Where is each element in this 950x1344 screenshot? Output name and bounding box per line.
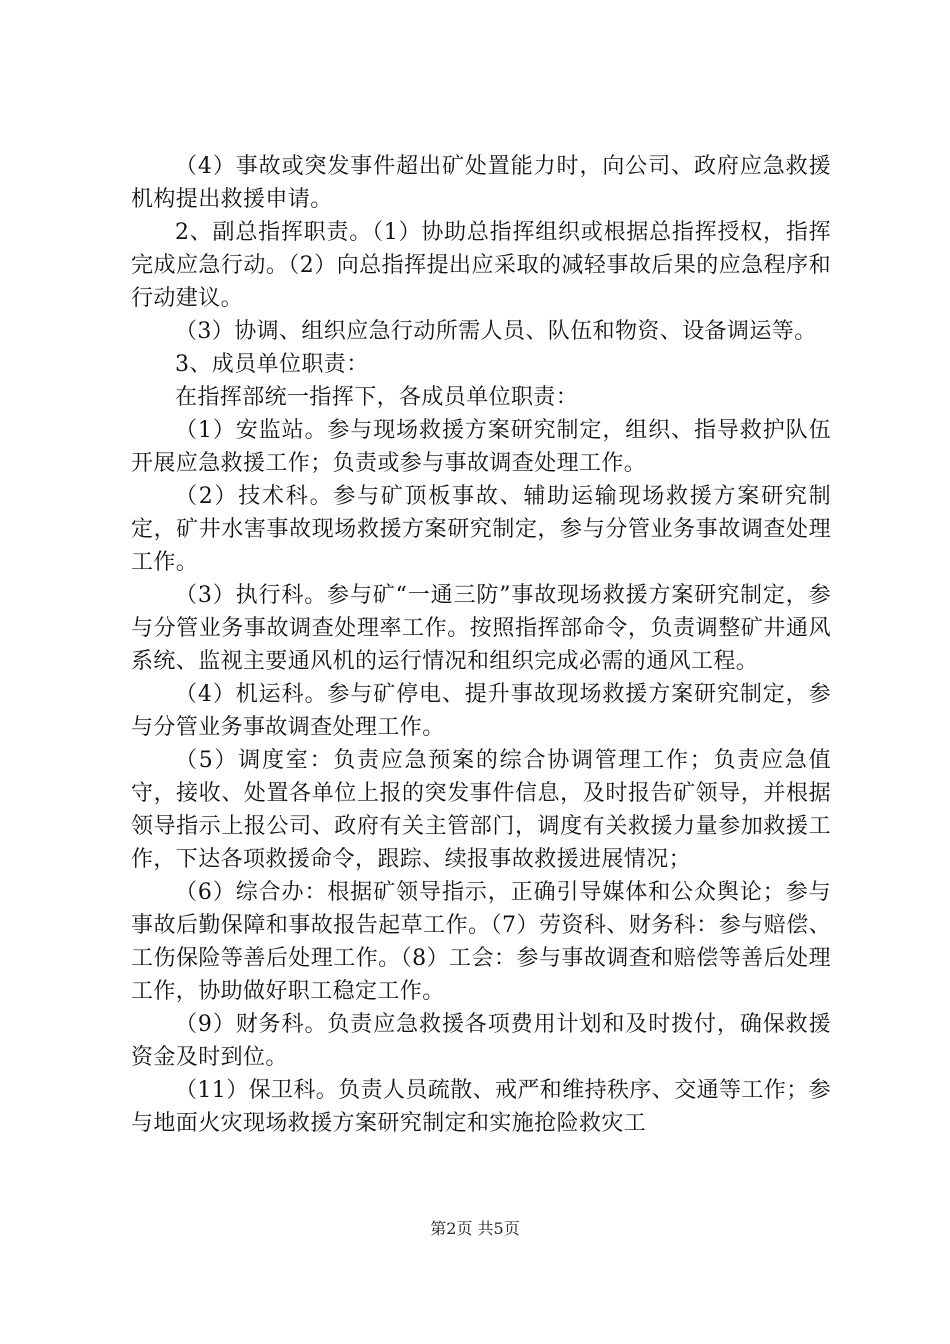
- paragraph-4: 3、成员单位职责：: [175, 352, 369, 377]
- paragraph-12: （9）财务科。负责应急救援各项费用计划和及时拨付，确保救援资金及时到位。: [131, 1012, 831, 1070]
- paragraph-5: 在指挥部统一指挥下，各成员单位职责：: [175, 385, 579, 410]
- paragraph-8: （3）执行科。参与矿“一通三防”事故现场救援方案研究制定，参与分管业务事故调查处理率工作。按照指挥部命令，负责调整矿井通风系统、监视主要通风机的运行情况和组织完成必需的通风工程。: [131, 583, 831, 674]
- paragraph-3: （3）协调、组织应急行动所需人员、队伍和物资、设备调运等。: [175, 319, 817, 344]
- paragraph-10: （5）调度室：负责应急预案的综合协调管理工作；负责应急值守，接收、处置各单位上报的突发事件信息，及时报告矿领导，并根据领导指示上报公司、政府有关主管部门，调度有关救援力量参加救援工作，下达各项救援命令，跟踪、续报事故救援进展情况；: [131, 748, 831, 872]
- paragraph-6: （1）安监站。参与现场救援方案研究制定，组织、指导救护队伍开展应急救援工作；负责或参与事故调查处理工作。: [131, 418, 831, 476]
- paragraph-11: （6）综合办：根据矿领导指示，正确引导媒体和公众舆论；参与事故后勤保障和事故报告起草工作。（7）劳资科、财务科：参与赔偿、工伤保险等善后处理工作。（8）工会：参与事故调查和赔偿等善后处理工作，协助做好职工稳定工作。: [131, 880, 831, 1004]
- paragraph-7: （2）技术科。参与矿顶板事故、辅助运输现场救援方案研究制定，矿井水害事故现场救援方案研究制定，参与分管业务事故调查处理工作。: [131, 484, 831, 575]
- paragraph-9: （4）机运科。参与矿停电、提升事故现场救援方案研究制定，参与分管业务事故调查处理工作。: [131, 682, 831, 740]
- paragraph-13: （11）保卫科。负责人员疏散、戒严和维持秩序、交通等工作；参与地面火灾现场救援方案研究制定和实施抢险救灾工: [131, 1078, 831, 1136]
- paragraph-1: （4）事故或突发事件超出矿处置能力时，向公司、政府应急救援机构提出救援申请。: [131, 154, 831, 212]
- page-number-footer: 第2页 共5页: [430, 1219, 520, 1238]
- paragraph-2: 2、副总指挥职责。（1）协助总指挥组织或根据总指挥授权，指挥完成应急行动。（2）向总指挥提出应采取的减轻事故后果的应急程序和行动建议。: [131, 220, 831, 311]
- document-body: [131, 150, 831, 1140]
